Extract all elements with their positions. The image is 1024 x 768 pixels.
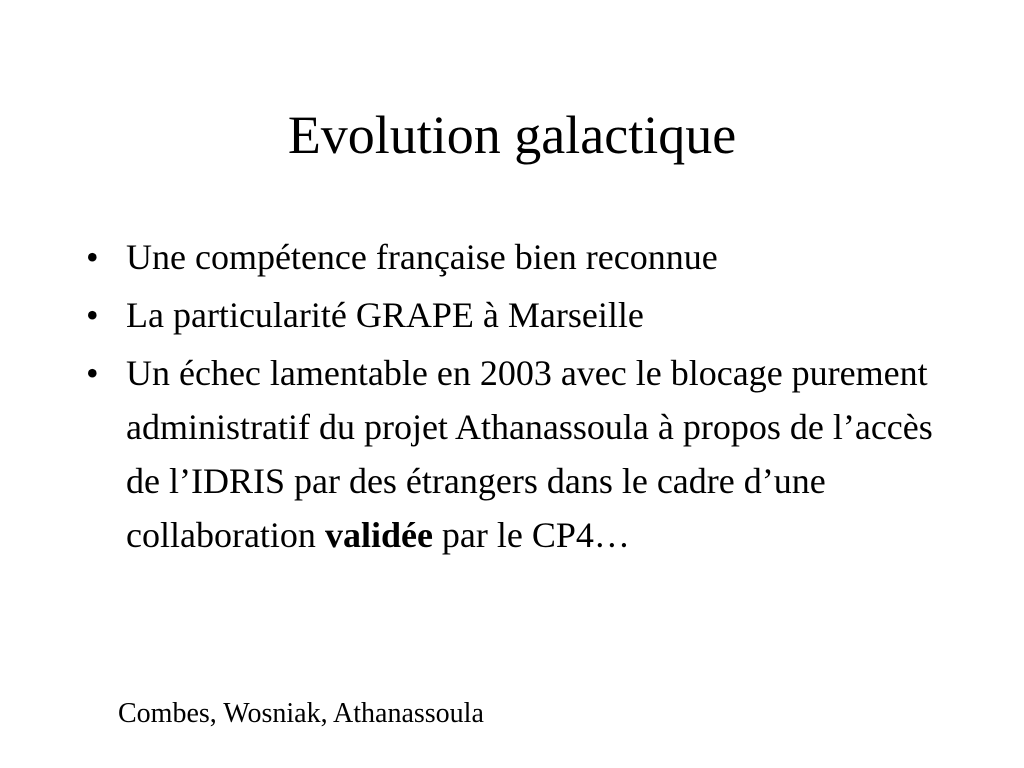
bullet-list — [86, 230, 946, 566]
bullet-marker: • — [86, 295, 99, 335]
bullet-item — [86, 288, 946, 342]
bullet-item — [86, 346, 946, 562]
footer-authors: Combes, Wosniak, Athanassoula — [118, 698, 484, 729]
bullet-marker: • — [86, 353, 99, 393]
bullet-item — [86, 230, 946, 284]
bullet-marker: • — [86, 237, 99, 277]
bullet-text-part: par le CP4… — [432, 515, 630, 555]
bullet-text-bold: validée — [324, 515, 433, 555]
bullet-text: La particularité GRAPE à Marseille — [126, 295, 644, 335]
bullet-text-part: Un échec lamentable en 2003 avec le blocage purement administratif du projet Athanassoula à propos de l’accès de l’IDRIS par des étrangers dans le cadre d’une collaboration — [126, 353, 933, 555]
bullet-text — [126, 353, 933, 555]
slide-title: Evolution galactique — [287, 105, 737, 165]
bullet-text: Une compétence française bien reconnue — [126, 237, 718, 277]
